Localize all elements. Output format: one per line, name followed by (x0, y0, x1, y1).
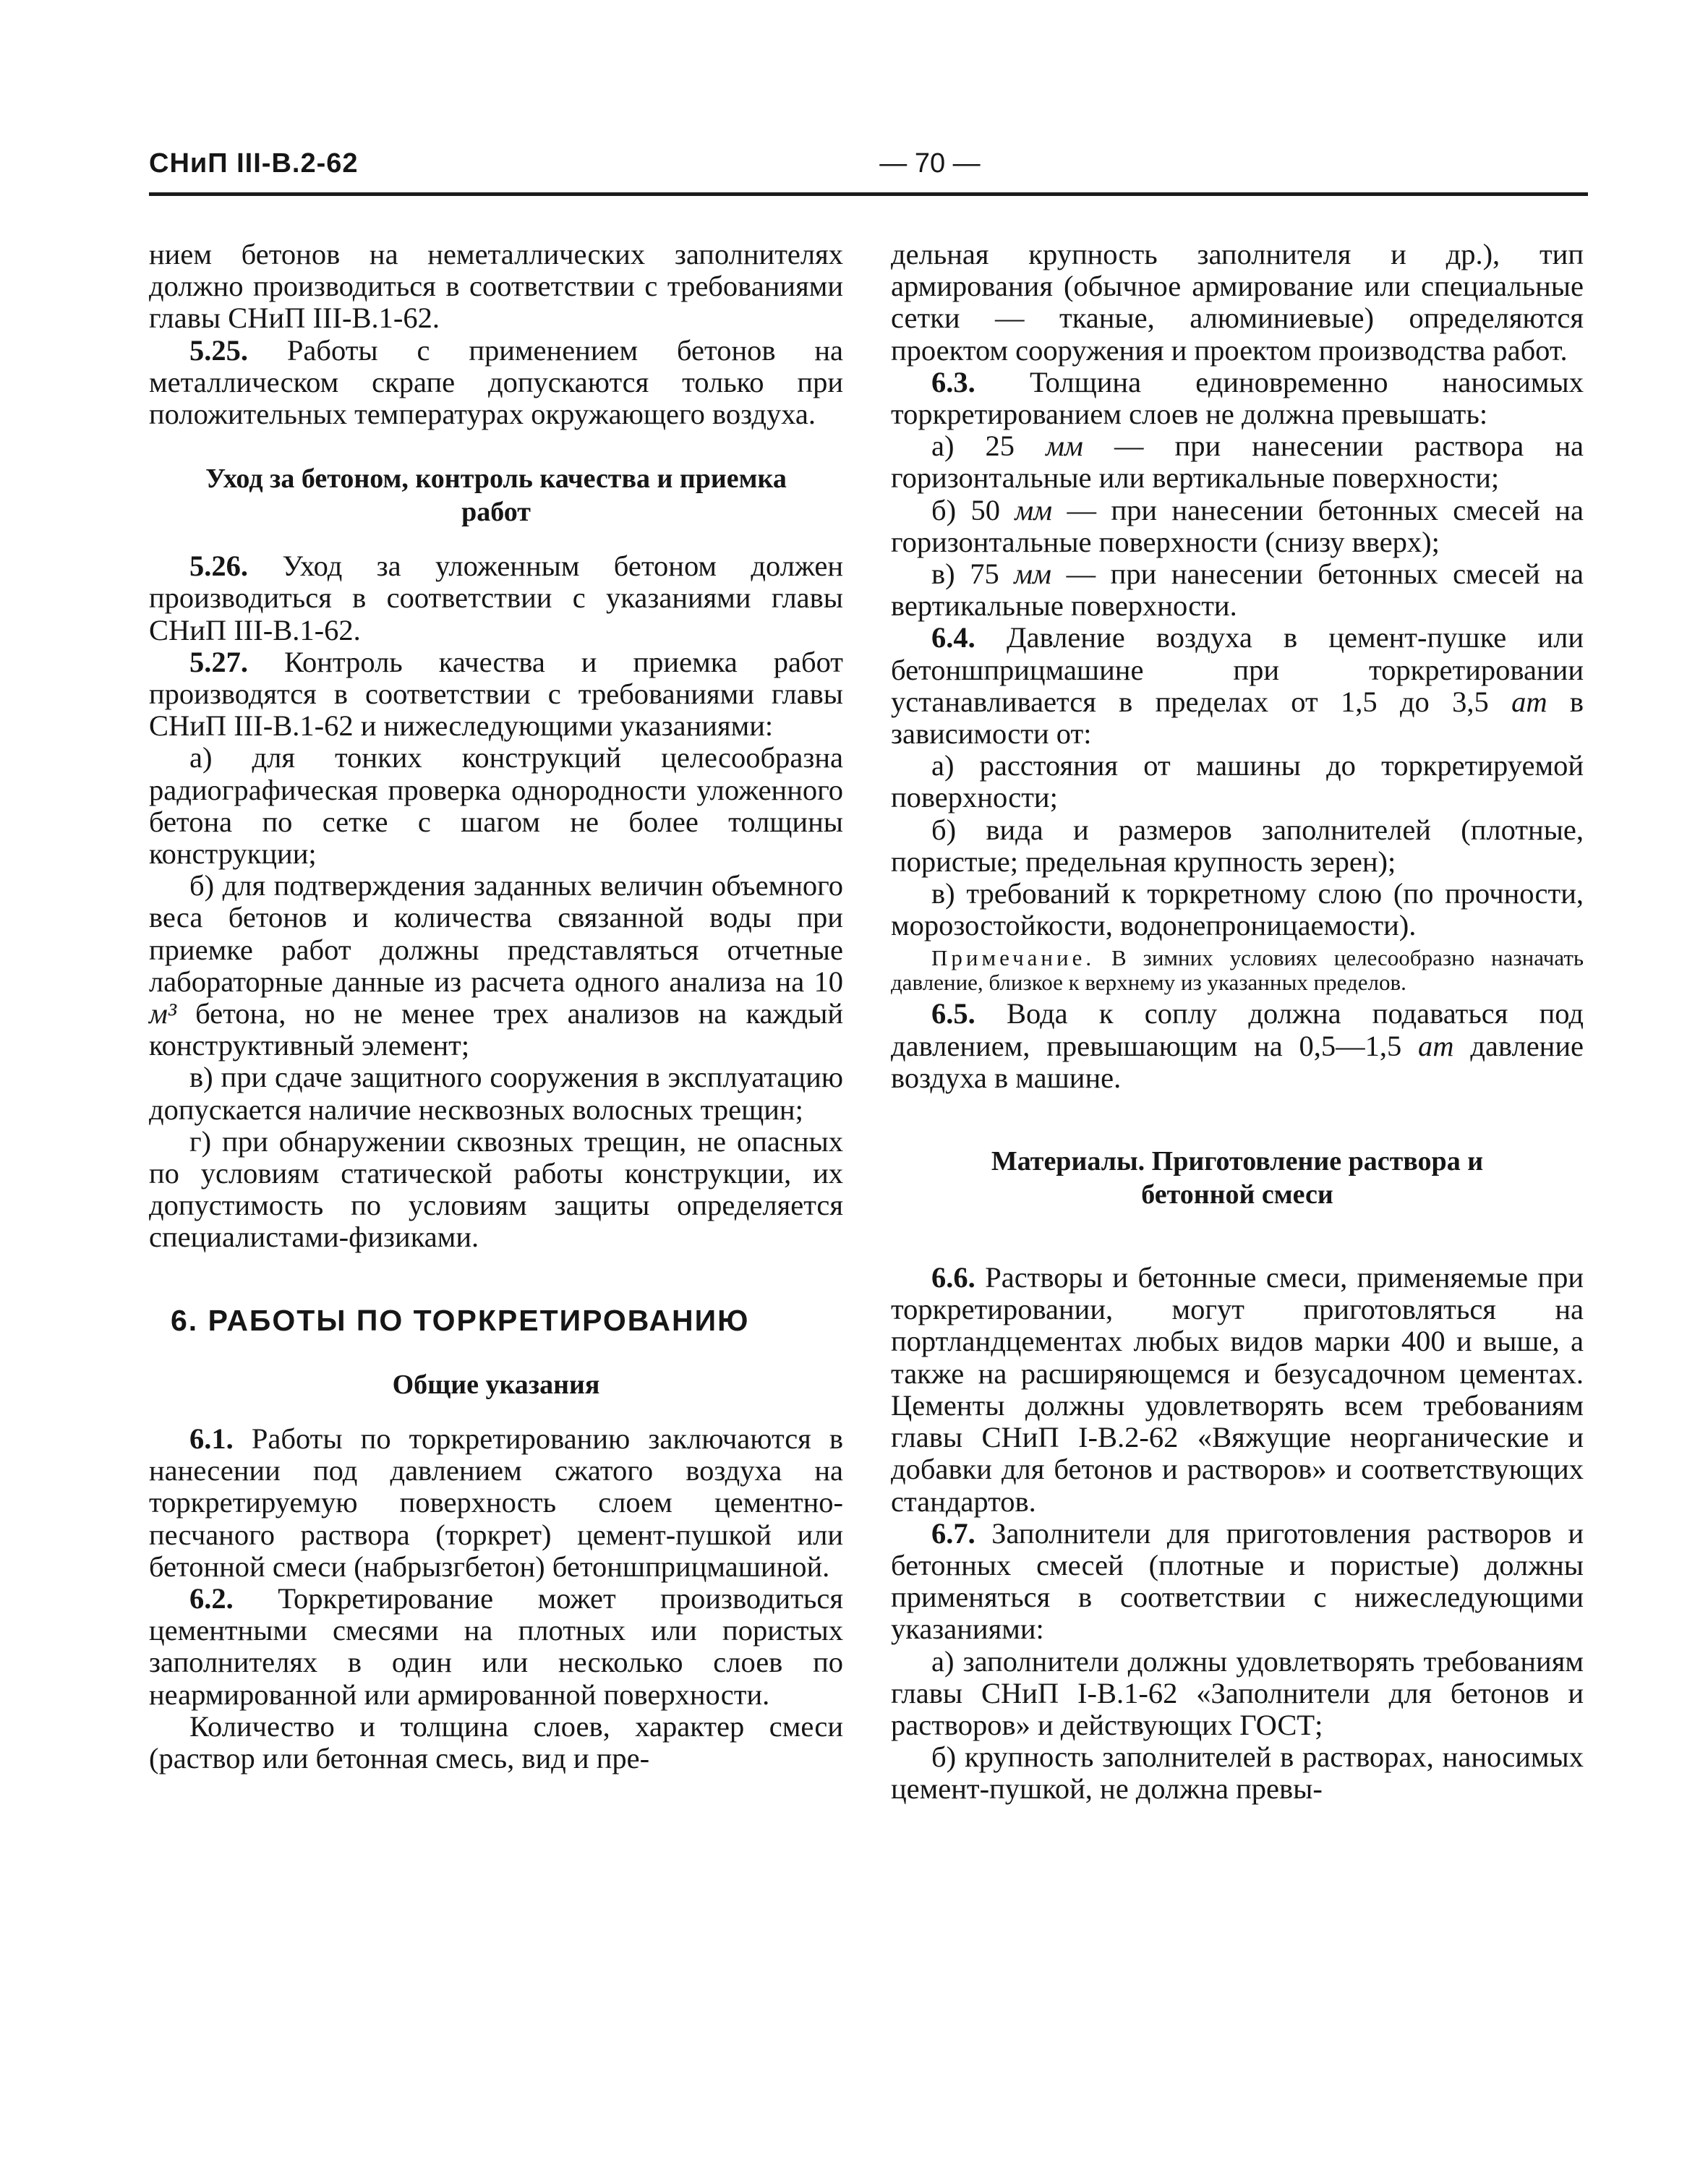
paragraph-continuation: дельная крупность заполнителя и др.), тип армирования (обычное армирование или специальные сетки — тканые, алюминиевые) определяются проектом сооружения и проектом производства работ. (891, 238, 1584, 367)
clause-number: 6.6. (931, 1261, 975, 1294)
clause-text: Работы по торкретированию заключаются в нанесении под давлением сжатого воздуха на торкретируемую поверхность слоем цементно-песчаного раствора (торкрет) цемент-пушкой или бетонной смеси (набрызгбетон) бетоншприцмашиной. (149, 1422, 844, 1583)
clause-text: Уход за уложенным бетоном должен производиться в соответствии с указаниями главы СНиП III-В.1-62. (149, 550, 844, 646)
clause-number: 6.2. (189, 1581, 234, 1615)
header-rule (149, 192, 1588, 196)
page-header (149, 148, 1588, 192)
section-title: 6. РАБОТЫ ПО ТОРКРЕТИРОВАНИЮ (171, 1303, 750, 1337)
page-number: — 70 — (879, 148, 981, 179)
clause-number: 6.1. (189, 1422, 234, 1455)
list-item-g: г) при обнаружении сквозных трещин, не опасных по условиям статической работы конструкции, их допустимость по условиям защиты определяется специалистами-физиками. (149, 1124, 843, 1254)
clause-number: 5.27. (189, 645, 248, 678)
list-item-a: а) для тонких конструкций целесообразна радиографическая проверка однородности уложенного бетона по сетке с шагом не более толщины конструкции; (149, 741, 843, 871)
paragraph-6-5: 6.5. Вода к соплу должна подаваться под давлением, превышающим на 0,5—1,5 ат давление воздуха в машине. (891, 997, 1584, 1094)
list-item-v: в) требований к торкретному слою (по прочности, морозостойкости, водонепроницаемости). (891, 877, 1584, 942)
paragraph-6-1 (149, 1423, 843, 1583)
clause-text: Заполнители для приготовления растворов и бетонных смесей (плотные и пористые) должны применяться в соответствии с нижеследующими указаниями: (891, 1516, 1584, 1646)
clause-number: 6.4. (931, 621, 975, 654)
clause-number: 6.3. (931, 365, 975, 398)
list-item-b: б) вида и размеров заполнителей (плотные, пористые; предельная крупность зерен); (891, 813, 1584, 878)
list-item-v: в) 75 мм — при нанесении бетонных смесей на вертикальные поверхности. (891, 558, 1584, 623)
clause-number: 6.5. (931, 997, 975, 1030)
clause-text: Контроль качества и приемка работ производятся в соответствии с требованиями главы СНиП III-В.1-62 и нижеследующими указаниями: (149, 645, 843, 743)
unit-mm: мм (1014, 558, 1051, 591)
paragraph-5-25 (149, 335, 843, 431)
paragraph-5-27 (149, 646, 843, 743)
paragraph-6-2 (149, 1583, 843, 1711)
clause-number: 5.26. (189, 550, 248, 583)
note (891, 946, 1584, 995)
list-item-b: б) крупность заполнителей в растворах, наносимых цемент-пушкой, не должна превы- (891, 1741, 1584, 1806)
paragraph-continuation: нием бетонов на неметаллических заполнителях должно производиться в соответствии с требованиями главы СНиП III-В.1-62. (149, 238, 843, 335)
clause-number: 6.7. (931, 1516, 975, 1550)
right-column (891, 239, 1584, 1806)
document-code: СНиП III-В.2-62 (149, 148, 359, 179)
unit-mm: мм (1015, 493, 1053, 526)
subheading-materials: Материалы. Приготовление раствора и бетонной смеси (991, 1146, 1484, 1210)
unit-atm: ат (1418, 1029, 1454, 1062)
note-text: В зимних условиях целесообразно назначать давление, близкое к верхнему из указанных пределов. (891, 945, 1584, 996)
clause-text: Работы с применением бетонов на металлическом скрапе допускаются только при положительных температурах окружающего воздуха. (149, 333, 844, 431)
list-item-v: в) при сдаче защитного сооружения в эксплуатацию допускается наличие несквозных волосных трещин; (149, 1061, 843, 1126)
unit-cubic-meter: м³ (149, 997, 176, 1030)
list-item-b: б) 50 мм — при нанесении бетонных смесей на горизонтальные поверхности (снизу вверх); (891, 493, 1584, 558)
left-column (149, 239, 843, 1775)
list-item-a: а) расстояния от машины до торкретируемой поверхности; (891, 749, 1584, 814)
paragraph-5-26 (149, 550, 843, 646)
paragraph-6-7 (891, 1518, 1584, 1646)
paragraph-6-4: 6.4. Давление воздуха в цемент-пушке или бетоншприцмашине при торкретировании устанавливается в пределах от 1,5 до 3,5 ат в зависимости от: (891, 621, 1584, 751)
note-label: Примечание. (931, 945, 1096, 971)
list-item-a: а) заполнители должны удовлетворять требованиям главы СНиП I-В.1-62 «Заполнители для бетонов и растворов» и действующих ГОСТ; (891, 1644, 1584, 1741)
list-item-b: б) для подтверждения заданных величин объемного веса бетонов и количества связанной воды при приемке работ должны представляться отчетные лабораторные данные из расчета одного анализа на 10 м³ бетона, но не менее трех анализов на каждый конструктивный элемент; (149, 869, 844, 1062)
paragraph-6-6 (891, 1262, 1584, 1518)
clause-number: 5.25. (189, 333, 248, 367)
paragraph-6-3 (891, 367, 1584, 430)
clause-text: Растворы и бетонные смеси, применяемые при торкретировании, могут приготовляться на портландцементах любых видов марки 400 и выше, а также на расширяющемся и безусадочном цементах. Цементы должны удовлетворять всем требованиям главы СНиП I-В.2-62 «Вяжущие неорганические и добавки для бетонов и растворов» и соответствующих стандартов. (891, 1261, 1584, 1518)
unit-mm: мм (1046, 430, 1083, 463)
paragraph-quantity: Количество и толщина слоев, характер смеси (раствор или бетонная смесь, вид и пре- (149, 1709, 843, 1775)
unit-atm: ат (1511, 685, 1547, 718)
subheading-general: Общие указания (392, 1369, 600, 1400)
clause-text: Толщина единовременно наносимых торкретированием слоев не должна превышать: (891, 365, 1584, 431)
clause-text: Торкретирование может производиться цементными смесями на плотных или пористых заполнителях в один или несколько слоев по неармированной или армированной поверхности. (149, 1581, 844, 1711)
subheading-care-control: Уход за бетоном, контроль качества и приемка работ (205, 464, 787, 528)
list-item-a: а) 25 мм — при нанесении раствора на горизонтальные или вертикальные поверхности; (891, 430, 1584, 495)
